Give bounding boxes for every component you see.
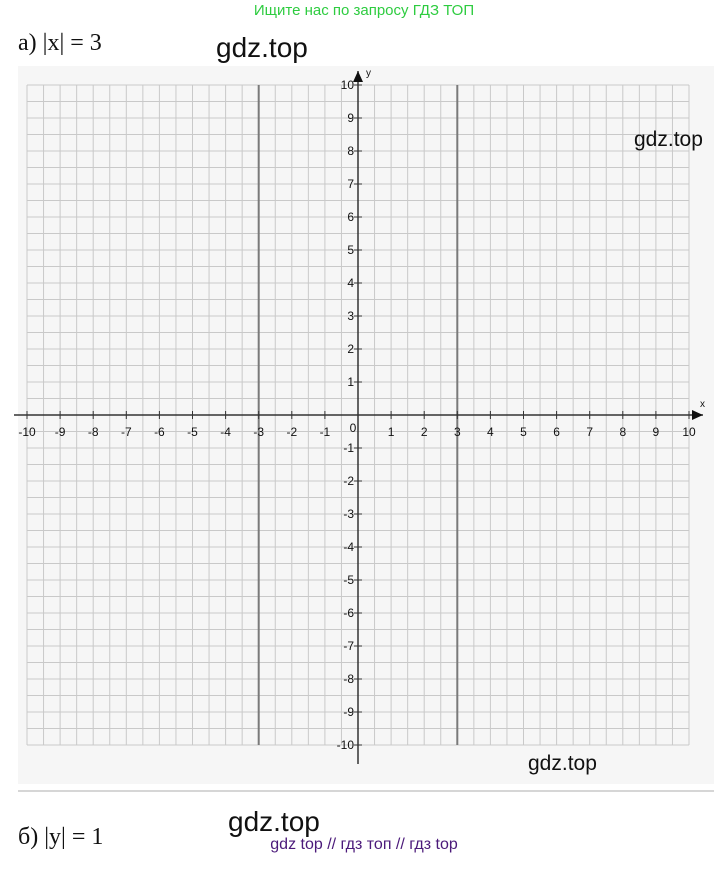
x-tick-label: 9 [652, 425, 660, 439]
y-tick-label: -3 [343, 507, 354, 521]
y-tick-label: -4 [343, 540, 354, 554]
origin-label: 0 [349, 421, 357, 435]
x-tick-label: -5 [187, 425, 198, 439]
watermark-right: gdz.top [634, 128, 703, 151]
x-tick-label: -10 [18, 425, 36, 439]
section-divider [18, 790, 714, 792]
problem-b-equation: б) |y| = 1 [18, 824, 104, 850]
x-tick-label: 6 [553, 425, 560, 439]
y-tick-label: 7 [347, 177, 354, 191]
y-axis-arrow [353, 71, 363, 82]
y-tick-label: 6 [347, 210, 354, 224]
y-tick-label: -9 [343, 705, 354, 719]
x-tick-label: -1 [319, 425, 331, 439]
x-tick-label: 5 [520, 425, 527, 439]
y-tick-label: 3 [347, 309, 354, 323]
footer-links[interactable]: gdz top // гдз топ // гдз top [270, 836, 458, 853]
x-tick-label: -9 [54, 425, 66, 439]
x-tick-label: -6 [154, 425, 165, 439]
x-axis-label: x [700, 399, 705, 410]
x-tick-label: -8 [87, 425, 99, 439]
watermark-bottom: gdz.top [528, 752, 597, 775]
x-tick-label: 8 [619, 425, 627, 439]
x-tick-label: 3 [453, 425, 461, 439]
x-tick-label: 4 [487, 425, 494, 439]
search-banner[interactable]: Ищите нас по запросу ГДЗ ТОП [253, 2, 475, 19]
x-tick-label: -2 [286, 425, 298, 439]
y-tick-label: -6 [343, 606, 354, 620]
y-tick-label: 4 [347, 276, 354, 290]
y-tick-label: 1 [347, 375, 354, 389]
y-tick-label: -1 [343, 441, 354, 455]
x-axis-arrow [692, 410, 703, 420]
x-tick-label: 2 [420, 425, 428, 439]
y-tick-label: 10 [340, 78, 354, 92]
watermark-top: gdz.top [216, 32, 308, 63]
x-tick-label: -7 [120, 425, 132, 439]
y-tick-label: 8 [347, 144, 354, 158]
y-tick-label: 9 [347, 111, 354, 125]
watermark-problem-b: gdz.top [228, 806, 320, 837]
y-tick-label: -7 [343, 639, 354, 653]
y-axis-label: y [366, 68, 371, 79]
y-tick-label: -10 [336, 738, 354, 752]
y-tick-label: -2 [343, 474, 354, 488]
y-tick-label: 5 [347, 243, 354, 257]
x-tick-label: -4 [220, 425, 231, 439]
x-tick-label: 7 [586, 425, 594, 439]
y-tick-label: 2 [347, 342, 354, 356]
problem-a-equation: а) |x| = 3 [18, 30, 102, 56]
y-tick-label: -8 [343, 672, 354, 686]
x-tick-label: 10 [682, 425, 696, 439]
x-tick-label: -3 [253, 425, 265, 439]
x-tick-label: 1 [387, 425, 395, 439]
y-tick-label: -5 [343, 573, 354, 587]
